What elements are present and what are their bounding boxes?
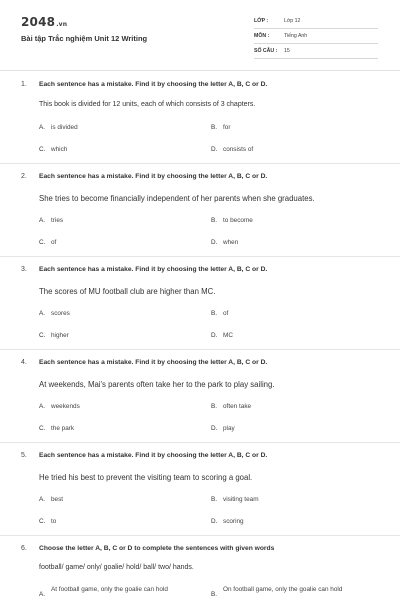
option-letter: C. (39, 332, 46, 339)
option-letter: D. (211, 332, 218, 339)
option-c[interactable] (39, 146, 67, 153)
meta-value-subject: Tiếng Anh (284, 33, 308, 39)
option-text: for (223, 124, 231, 131)
option-letter: D. (211, 239, 218, 246)
option-letter: C. (39, 425, 46, 432)
option-a[interactable] (39, 496, 63, 503)
option-text: often take (223, 403, 252, 410)
question-number: 2. (21, 173, 27, 180)
option-letter: A. (39, 496, 46, 503)
option-letter: A. (39, 124, 46, 131)
option-c[interactable] (39, 332, 69, 339)
option-b[interactable] (211, 310, 228, 317)
option-letter: B. (211, 310, 218, 317)
option-b[interactable] (211, 586, 343, 598)
option-a[interactable] (39, 217, 63, 224)
option-text: visiting team (223, 496, 259, 503)
option-letter: B. (211, 403, 218, 410)
option-text: play (223, 425, 235, 432)
option-letter: B. (211, 124, 218, 131)
option-a[interactable] (39, 124, 78, 131)
option-text: to (51, 518, 57, 525)
question-sentence: The scores of MU football club are higher than MC. (39, 287, 216, 296)
meta-label-question-count: SỐ CÂU : (254, 48, 278, 54)
header-divider (0, 70, 400, 71)
option-d[interactable] (211, 332, 233, 339)
option-c[interactable] (39, 239, 56, 246)
question-prompt: Each sentence has a mistake. Find it by choosing the letter A, B, C or D. (39, 452, 268, 459)
site-logo[interactable] (21, 15, 67, 29)
option-text: consists of (223, 146, 254, 153)
option-letter: C. (39, 146, 46, 153)
option-text: On football game, only the goalie can hold (223, 586, 343, 593)
option-text: scores (51, 310, 70, 317)
option-letter: B. (211, 217, 218, 224)
option-d[interactable] (211, 518, 244, 525)
option-letter: D. (211, 425, 218, 432)
option-text: MC (223, 332, 233, 339)
question-sentence: At weekends, Mai's parents often take her to the park to play sailing. (39, 380, 275, 389)
question-sentence: football/ game/ only/ goalie/ hold/ ball/ two/ hands. (39, 564, 194, 571)
question-prompt: Choose the letter A, B, C or D to complete the sentences with given words (39, 545, 275, 552)
meta-row-question-count (254, 44, 378, 59)
option-letter: C. (39, 239, 46, 246)
question-number: 5. (21, 452, 27, 459)
question-separator (0, 535, 400, 536)
meta-label-subject: MÔN : (254, 33, 270, 39)
meta-label-class: LỚP : (254, 18, 269, 24)
meta-value-class: Lớp 12 (284, 18, 301, 24)
question-separator (0, 442, 400, 443)
question-sentence: She tries to become financially independent of her parents when she graduates. (39, 194, 315, 203)
option-text: At football game, only the goalie can hold (51, 586, 168, 593)
question-separator (0, 349, 400, 350)
question-prompt: Each sentence has a mistake. Find it by choosing the letter A, B, C or D. (39, 81, 268, 88)
question-number: 4. (21, 359, 27, 366)
meta-row-subject (254, 29, 378, 44)
document-title: Bài tập Trắc nghiệm Unit 12 Writing (21, 34, 148, 43)
option-text: of (51, 239, 57, 246)
option-text: which (51, 146, 68, 153)
option-letter: D. (211, 146, 218, 153)
question-number: 1. (21, 81, 27, 88)
option-d[interactable] (211, 146, 253, 153)
meta-value-question-count: 15 (284, 48, 290, 54)
option-letter: B. (211, 496, 218, 503)
document-header (0, 0, 400, 66)
option-c[interactable] (39, 518, 56, 525)
option-letter: C. (39, 518, 46, 525)
option-text: the park (51, 425, 75, 432)
question-separator (0, 163, 400, 164)
option-letter: A. (39, 591, 46, 598)
logo-domain-text: .vn (56, 21, 68, 28)
question-sentence: He tried his best to prevent the visiting team to scoring a goal. (39, 473, 253, 482)
option-text: best (51, 496, 64, 503)
option-text: tries (51, 217, 64, 224)
option-letter: D. (211, 518, 218, 525)
option-a[interactable] (39, 586, 168, 598)
option-text: scoring (223, 518, 244, 525)
option-b[interactable] (211, 124, 230, 131)
option-d[interactable] (211, 425, 235, 432)
option-a[interactable] (39, 310, 70, 317)
option-c[interactable] (39, 425, 74, 432)
option-letter: A. (39, 217, 46, 224)
option-text: higher (51, 332, 69, 339)
option-b[interactable] (211, 217, 253, 224)
option-text: to become (223, 217, 253, 224)
question-prompt: Each sentence has a mistake. Find it by choosing the letter A, B, C or D. (39, 266, 268, 273)
logo-main-text: 2048 (21, 15, 56, 29)
option-d[interactable] (211, 239, 238, 246)
option-b[interactable] (211, 496, 259, 503)
option-text: weekends (51, 403, 80, 410)
question-number: 6. (21, 545, 27, 552)
question-separator (0, 256, 400, 257)
option-a[interactable] (39, 403, 80, 410)
meta-row-class (254, 14, 378, 29)
question-sentence: This book is divided for 12 units, each of which consists of 3 chapters. (39, 101, 256, 108)
option-text: when (223, 239, 239, 246)
question-prompt: Each sentence has a mistake. Find it by choosing the letter A, B, C or D. (39, 359, 268, 366)
option-b[interactable] (211, 403, 251, 410)
option-letter: B. (211, 591, 218, 598)
option-text: is divided (51, 124, 78, 131)
question-prompt: Each sentence has a mistake. Find it by choosing the letter A, B, C or D. (39, 173, 268, 180)
option-letter: A. (39, 310, 46, 317)
option-letter: A. (39, 403, 46, 410)
question-number: 3. (21, 266, 27, 273)
option-text: of (223, 310, 229, 317)
